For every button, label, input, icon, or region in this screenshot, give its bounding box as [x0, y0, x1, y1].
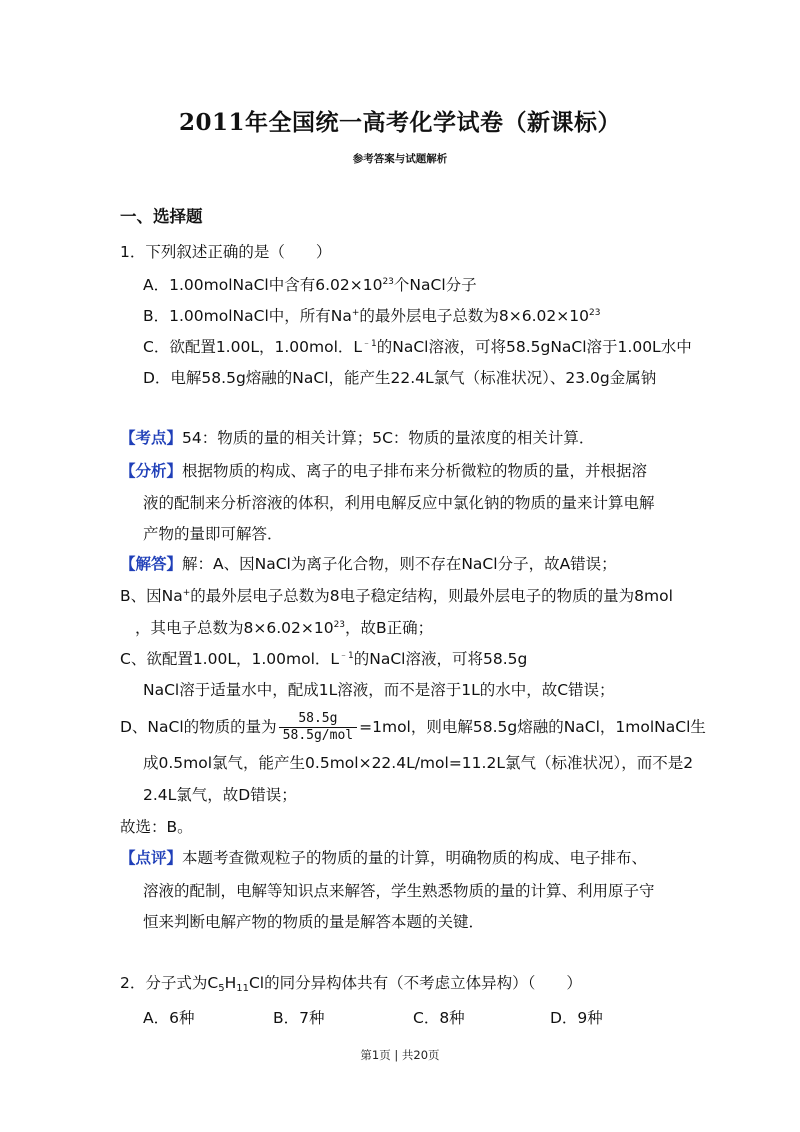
q2-stem-text: 2．分子式为C	[120, 974, 219, 992]
fraction-denominator: 58.5g/mol	[282, 728, 354, 743]
jieda-c-text: C、欲配置1.00L，1.00mol．L	[120, 650, 340, 668]
q1-jieda	[120, 553, 617, 575]
q2-stem-text-end: Cl的同分异构体共有（不考虑立体异构）（ ）	[248, 974, 582, 992]
jieda-b-line-1	[120, 585, 673, 607]
jieda-b2-text: ，其电子总数为8×6.02×10	[135, 619, 334, 637]
jieda-c-line-2: NaCl溶于适量水中，配成1L溶液，而不是溶于1L的水中，故C错误；	[143, 681, 615, 699]
q1-fenxi	[120, 460, 647, 482]
jieda-d-text-end: =1mol，则电解58.5g熔融的NaCl，1molNaCl生	[359, 718, 706, 736]
q2-subscript-c: 5	[218, 983, 225, 994]
q1-option-b-charge: +	[351, 308, 360, 318]
jieda-b-text: B、因Na	[120, 587, 183, 605]
q1-option-c-text: C．欲配置1.00L，1.00mol．L	[143, 338, 363, 356]
q1-dianping	[120, 847, 647, 869]
q1-option-b-text-mid: 的最外层电子总数为8×6.02×10	[359, 307, 589, 325]
q1-option-c-text-end: 的NaCl溶液，可将58.5gNaCl溶于1.00L水中	[376, 338, 692, 356]
answer-line: 故选：B。	[120, 818, 193, 836]
q1-option-b-exponent: 23	[588, 308, 601, 318]
jieda-c-text-end: 的NaCl溶液，可将58.5g	[353, 650, 528, 668]
jieda-b-charge: +	[182, 588, 191, 598]
q2-option-a: A．6种	[143, 1009, 195, 1027]
jieda-d-line-3: 2.4L氯气，故D错误；	[143, 786, 297, 804]
fenxi-tag: 【分析】	[120, 462, 183, 480]
page-subtitle: 参考答案与试题解析	[352, 153, 448, 165]
jieda-b-text-end: 的最外层电子总数为8电子稳定结构，则最外层电子的物质的量为8mol	[190, 587, 673, 605]
molar-fraction	[279, 711, 357, 744]
jieda-d-line-2: 成0.5mol氯气，能产生0.5mol×22.4L/mol=11.2L氯气（标准状况），而不是2	[143, 754, 694, 772]
q1-option-d: D．电解58.5g熔融的NaCl，能产生22.4L氯气（标准状况）、23.0g金属钠	[143, 369, 657, 387]
q1-option-a-text-end: 个NaCl分子	[393, 276, 477, 294]
kaodian-tag: 【考点】	[120, 429, 183, 447]
fenxi-text-2: 液的配制来分析溶液的体积，利用电解反应中氯化钠的物质的量来计算电解	[143, 494, 655, 512]
fraction-numerator: 58.5g	[279, 711, 357, 728]
q2-option-d: D．9种	[550, 1009, 603, 1027]
q2-subscript-h: 11	[236, 983, 249, 994]
q2-option-b: B．7种	[273, 1009, 325, 1027]
jieda-c-exponent: ﹣1	[339, 651, 354, 661]
jieda-d-text: D、NaCl的物质的量为	[120, 718, 277, 736]
q2-stem	[120, 972, 582, 994]
q1-option-c	[143, 336, 692, 358]
dianping-text-1: 本题考查微观粒子的物质的量的计算，明确物质的构成、电子排布、	[182, 849, 648, 867]
jieda-b2-text-end: ，故B正确；	[345, 619, 434, 637]
q1-option-a-text: A．1.00molNaCl中含有6.02×10	[143, 276, 383, 294]
jieda-tag: 【解答】	[120, 555, 183, 573]
jieda-b-line-2	[135, 617, 433, 639]
jieda-b2-exponent: 23	[333, 620, 346, 630]
q1-option-a-exponent: 23	[382, 277, 394, 287]
section-heading: 一、选择题	[120, 207, 203, 226]
jieda-c-line-1	[120, 648, 527, 670]
q2-stem-h: H	[224, 974, 237, 992]
q1-option-b-text: B．1.00molNaCl中，所有Na	[143, 307, 352, 325]
q2-option-c: C．8种	[413, 1009, 465, 1027]
page-footer: 第1页 | 共20页	[360, 1048, 440, 1062]
kaodian-text: 54：物质的量的相关计算；5C：物质的量浓度的相关计算．	[182, 429, 595, 447]
dianping-tag: 【点评】	[120, 849, 183, 867]
jieda-text-1: 解：A、因NaCl为离子化合物，则不存在NaCl分子，故A错误；	[182, 555, 617, 573]
q1-option-a	[143, 274, 477, 296]
dianping-text-3: 恒来判断电解产物的物质的量是解答本题的关键．	[143, 913, 485, 931]
jieda-d-line-1	[120, 710, 706, 744]
dianping-text-2: 溶液的配制，电解等知识点来解答，学生熟悉物质的量的计算、利用原子守	[143, 882, 655, 900]
q1-option-b	[143, 305, 600, 327]
q1-stem: 1．下列叙述正确的是（ ）	[120, 243, 332, 261]
page-title: 2011年全国统一高考化学试卷（新课标）	[178, 109, 621, 136]
q1-kaodian	[120, 427, 594, 449]
fenxi-text-3: 产物的量即可解答．	[143, 525, 283, 543]
q1-option-c-exponent: ﹣1	[362, 339, 377, 349]
fenxi-text-1: 根据物质的构成、离子的电子排布来分析微粒的物质的量，并根据溶	[182, 462, 648, 480]
